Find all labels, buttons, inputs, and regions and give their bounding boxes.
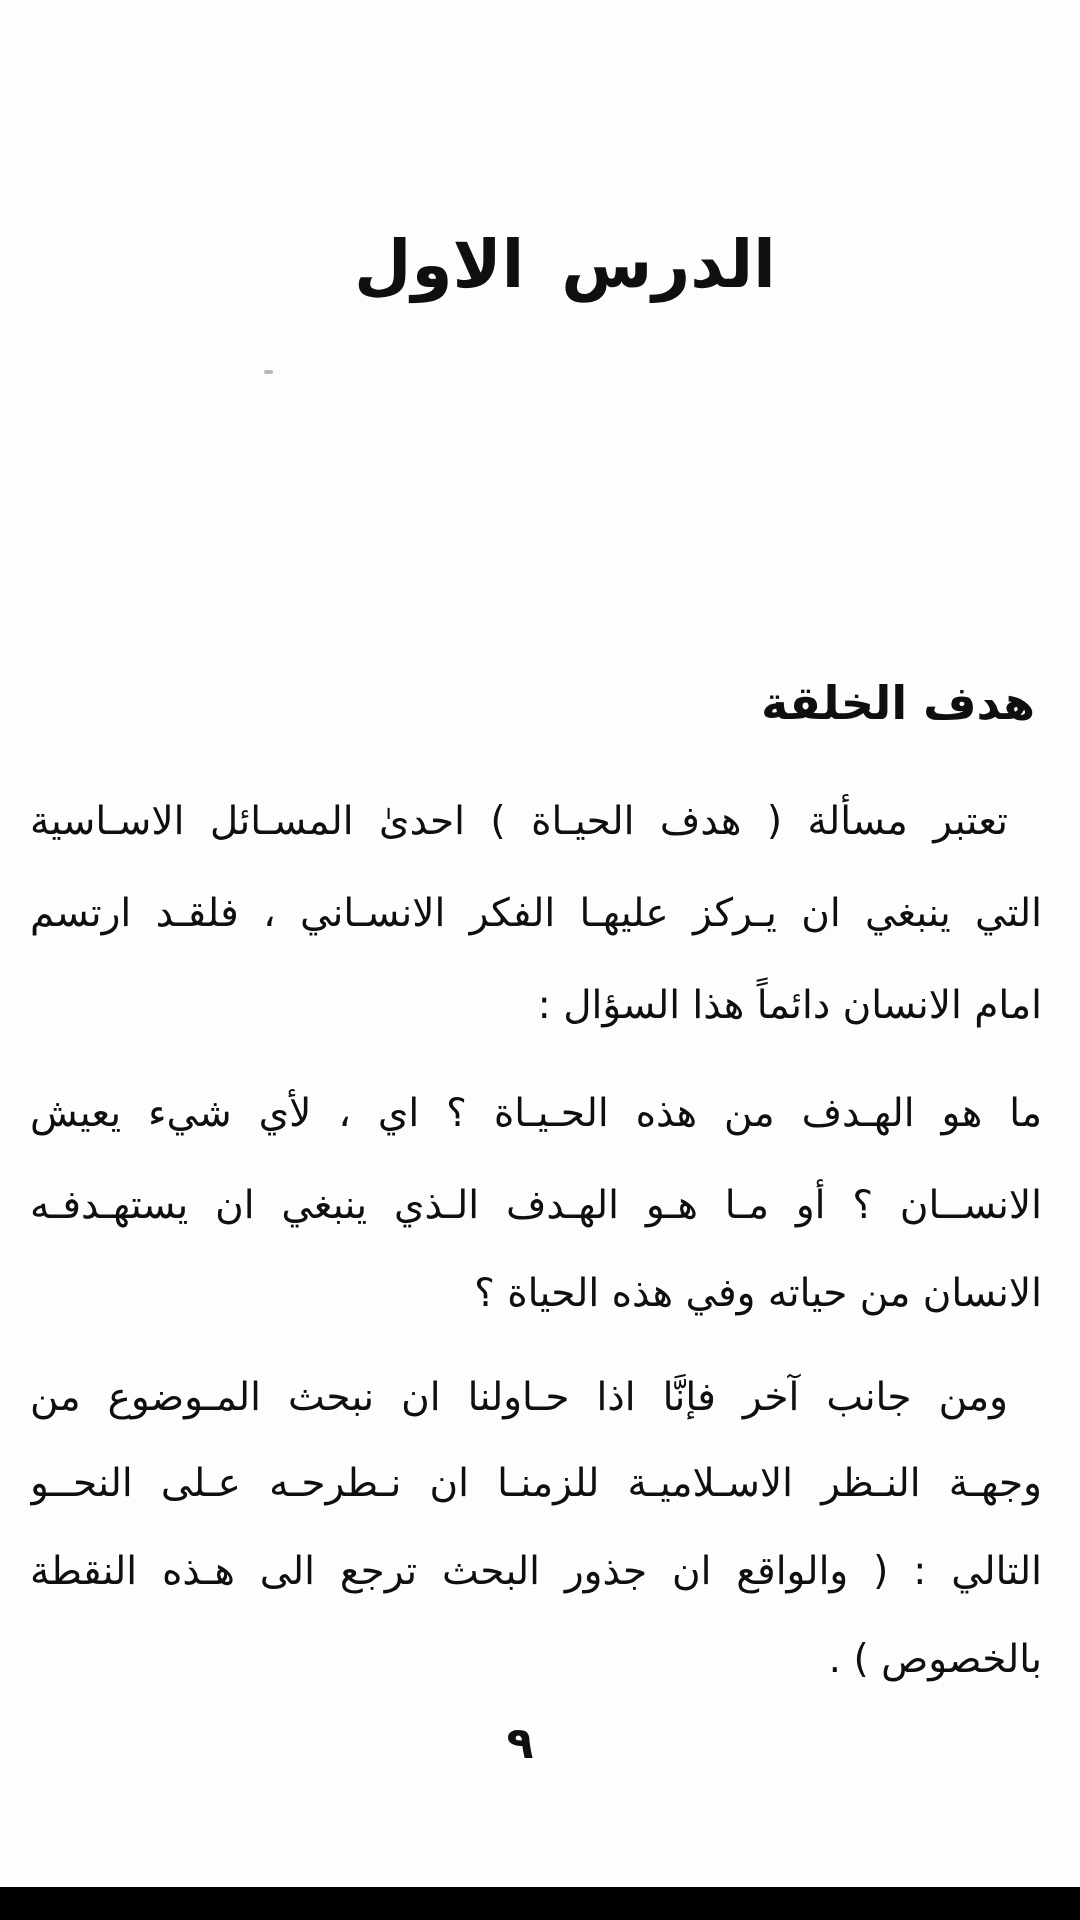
section-heading: هدف الخلقة [761,676,1035,730]
body-line: الانســان ؟ أو مـا هـو الهـدف الـذي ينبغي ان يستهـدفـه [30,1183,1042,1228]
scan-artifact-dot [264,370,273,374]
body-line: الانسان من حياته وفي هذه الحياة ؟ [474,1271,1042,1316]
body-line: التي ينبغي ان يـركز عليهـا الفكر الانسـاني ، فلقـد ارتسم [30,891,1042,936]
body-line: التالي : ( والواقع ان جذور البحث ترجع الى هـذه النقطة [30,1549,1042,1594]
chapter-title: الدرس الاول [354,226,776,303]
body-line: تعتبر مسألة ( هدف الحيـاة ) احدىٰ المسـائل الاسـاسية [30,799,1008,844]
body-line: بالخصوص ) . [828,1637,1042,1682]
footer-scan-bar [0,1887,1080,1920]
body-line: وجهـة النـظر الاسـلاميـة للزمنـا ان نـطرحـه عـلى النحــو [30,1461,1042,1506]
body-line: امام الانسان دائماً هذا السؤال : [537,983,1042,1028]
page-number: ٩ [506,1718,534,1769]
body-line: ومن جانب آخر فإنَّا اذا حـاولنا ان نبحث المـوضوع من [30,1375,1008,1420]
body-line: ما هو الهـدف من هذه الحـيـاة ؟ اي ، لأي شيء يعيش [30,1091,1042,1136]
